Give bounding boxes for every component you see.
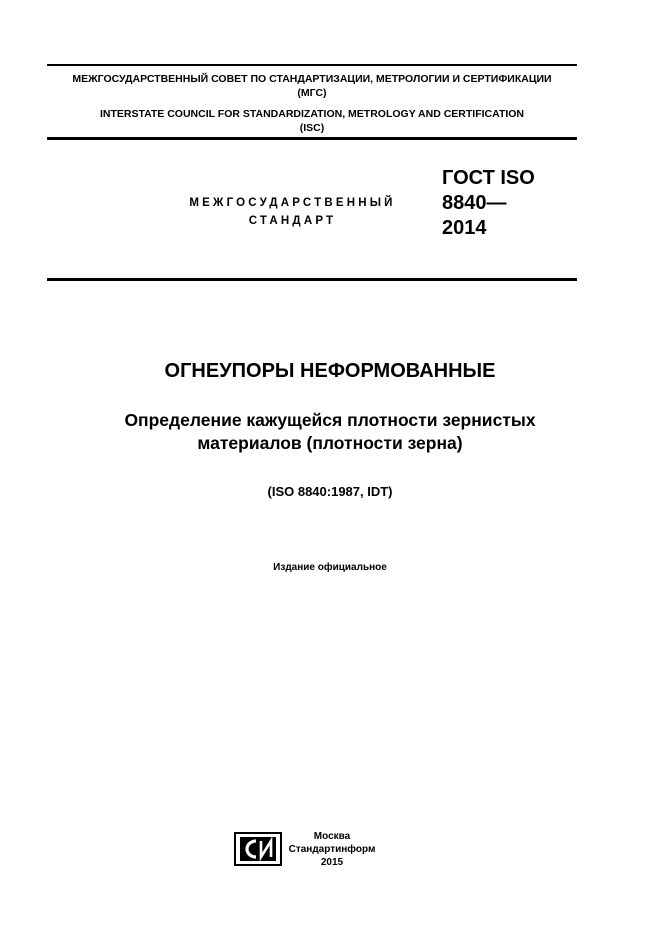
council-abbr-en: (ISC) — [299, 122, 325, 134]
subtitle-line1: Определение кажущейся плотности зернистых — [124, 410, 536, 430]
iso-reference: (ISO 8840:1987, IDT) — [267, 484, 393, 499]
standard-designation — [442, 166, 535, 241]
document-title: ОГНЕУПОРЫ НЕФОРМОВАННЫЕ — [164, 360, 496, 382]
publisher-year: 2015 — [320, 857, 344, 868]
council-header — [47, 72, 577, 135]
top-rule — [47, 64, 577, 66]
standard-type-line2: СТАНДАРТ — [248, 215, 337, 227]
publisher-block — [282, 830, 382, 869]
council-rule — [47, 137, 577, 140]
document-subtitle — [47, 409, 613, 455]
designation-line3: 2014 — [442, 217, 487, 239]
council-abbr-ru: (МГС) — [297, 87, 327, 99]
council-name-en: INTERSTATE COUNCIL FOR STANDARDIZATION, METROLOGY AND CERTIFICATION — [99, 108, 525, 120]
publisher-name: Стандартинформ — [288, 844, 376, 855]
edition-label: Издание официальное — [273, 562, 387, 573]
standartinform-logo-icon — [234, 832, 282, 866]
designation-line1: ГОСТ ISO — [442, 167, 535, 189]
publisher-city: Москва — [313, 831, 351, 842]
designation-line2: 8840— — [442, 192, 507, 214]
subtitle-line2: материалов (плотности зерна) — [197, 433, 463, 453]
council-name-ru: МЕЖГОСУДАРСТВЕННЫЙ СОВЕТ ПО СТАНДАРТИЗАЦИИ, МЕТРОЛОГИИ И СЕРТИФИКАЦИИ — [72, 73, 552, 85]
designation-rule — [47, 278, 577, 281]
standard-type — [165, 194, 420, 230]
standard-type-line1: МЕЖГОСУДАРСТВЕННЫЙ — [189, 197, 396, 209]
